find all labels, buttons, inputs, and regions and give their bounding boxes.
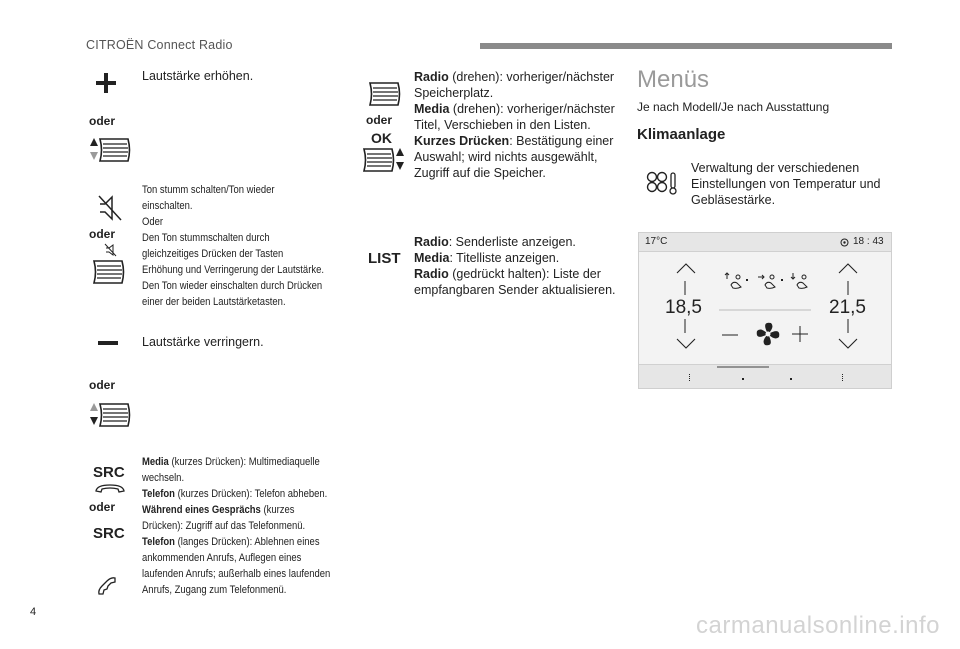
divider bbox=[847, 319, 849, 333]
air-distribution-up-button[interactable] bbox=[723, 271, 747, 291]
divider bbox=[684, 281, 686, 295]
separator bbox=[719, 309, 811, 311]
mute-text: Ton stumm schalten/Ton wieder einschalten. Oder Den Ton stummschalten durch gleichzeitiges Drücken der Tasten Erhöhung und Verringerung der Lautstärke. Den Ton wieder einschalten durch Drücken einer der beiden Lautstärketasten. bbox=[142, 184, 324, 308]
list-label: LIST bbox=[368, 250, 401, 267]
src-label: SRC bbox=[93, 525, 125, 542]
header-bar bbox=[480, 43, 892, 49]
oder-label: oder bbox=[89, 227, 116, 241]
page-number: 4 bbox=[30, 606, 37, 618]
klima-heading: Klimaanlage bbox=[637, 126, 726, 143]
air-distribution-middle-button[interactable] bbox=[757, 271, 781, 291]
vol-down-text: Lautstärke verringern. bbox=[142, 335, 264, 349]
klima-text: Verwaltung der verschiedenen Einstellungen von Temperatur und Gebläsestärke. bbox=[691, 161, 881, 207]
wheel-icon bbox=[92, 258, 126, 286]
list-text: Radio: Senderliste anzeigen. Media: Titelliste anzeigen. Radio (gedrückt halten): Liste der empfangbaren Sender aktualisieren. bbox=[414, 235, 616, 297]
left-temp-down-button[interactable] bbox=[675, 337, 697, 351]
right-temp-up-button[interactable] bbox=[837, 261, 859, 275]
wheel-up-icon bbox=[88, 136, 132, 164]
dot bbox=[781, 279, 783, 281]
vol-up-text: Lautstärke erhöhen. bbox=[142, 69, 254, 83]
dot bbox=[746, 279, 748, 281]
fan-increase-button[interactable] bbox=[791, 325, 809, 343]
right-temp-down-button[interactable] bbox=[837, 337, 859, 351]
subtitle: Je nach Modell/Je nach Ausstattung bbox=[637, 100, 830, 114]
wheel-down-icon bbox=[88, 401, 132, 429]
fan-icon bbox=[753, 319, 783, 349]
left-temp-up-button[interactable] bbox=[675, 261, 697, 275]
active-tab-indicator bbox=[717, 366, 769, 368]
air-distribution-down-button[interactable] bbox=[789, 271, 813, 291]
climate-icon bbox=[645, 170, 679, 196]
fan-decrease-button[interactable] bbox=[721, 333, 739, 337]
outside-temp: 17°C bbox=[645, 236, 668, 247]
bottom-menu-left[interactable] bbox=[689, 374, 691, 381]
oder-label: oder bbox=[366, 113, 393, 127]
phone-hangup-icon bbox=[94, 482, 126, 494]
src-text: Media (kurzes Drücken): Multimediaquelle wechseln. Telefon (kurzes Drücken): Telefon abheben. Während eines Gesprächs (kurzes Drücken): Zugriff auf das Telefonmenü. Telefon (langes Drücken): Ablehnen eines ankommenden Anrufs, Auflegen eines laufenden Anrufs; außerhalb eines laufenden Anrufs, Zugang zum Telefonmenü. bbox=[142, 456, 331, 596]
right-temp: 21,5 bbox=[829, 297, 866, 318]
mute-icon bbox=[97, 194, 123, 222]
plus-icon bbox=[95, 72, 117, 94]
bottom-menu-right[interactable] bbox=[842, 374, 844, 381]
bottom-dot bbox=[742, 378, 744, 380]
wheel-icon bbox=[368, 80, 402, 108]
minus-icon bbox=[97, 339, 119, 347]
src-label: SRC bbox=[93, 464, 125, 481]
phone-icon bbox=[96, 575, 118, 597]
watermark: carmanualsonline.info bbox=[696, 612, 940, 639]
divider bbox=[847, 281, 849, 295]
bottom-dot bbox=[790, 378, 792, 380]
oder-label: oder bbox=[89, 114, 116, 128]
oder-label: oder bbox=[89, 378, 116, 392]
oder-label: oder bbox=[89, 500, 116, 514]
divider bbox=[684, 319, 686, 333]
clock: 18 : 43 bbox=[853, 236, 884, 247]
radio-text: Radio (drehen): vorheriger/nächster Speicherplatz. Media (drehen): vorheriger/nächster Titel, Verschieben in den Listen. Kurzes Drücken: Bestätigung einer Auswahl; wird nichts ausgewählt, Zugriff auf die Speicher. bbox=[414, 70, 615, 180]
header-title: CITROËN Connect Radio bbox=[86, 38, 233, 52]
left-temp: 18,5 bbox=[665, 297, 702, 318]
gps-icon bbox=[840, 238, 849, 247]
ok-label: OK bbox=[371, 130, 392, 146]
wheel-ok-icon bbox=[362, 146, 406, 174]
mute-small-icon bbox=[104, 243, 118, 257]
climate-screen bbox=[638, 232, 892, 389]
section-title: Menüs bbox=[637, 66, 710, 93]
